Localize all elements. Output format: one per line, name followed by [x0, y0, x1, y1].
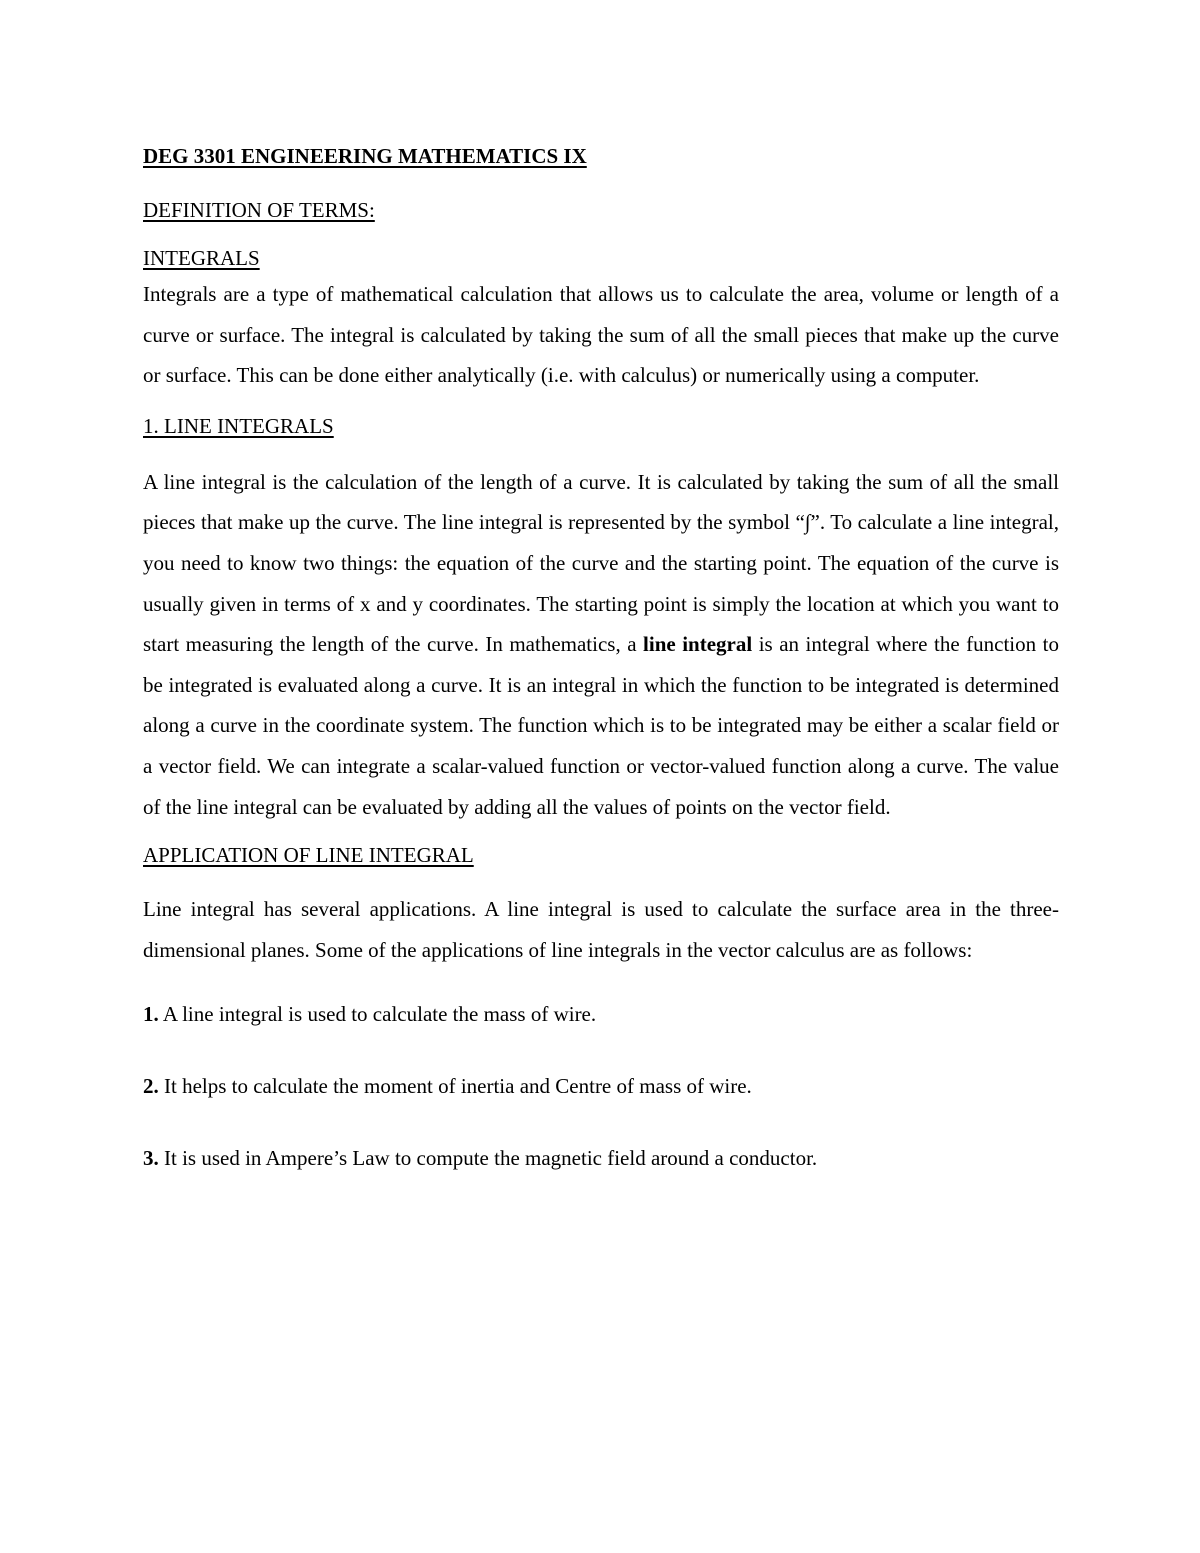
line-integrals-paragraph-part2: is an integral where the function to be integrated is evaluated along a curve. It is an integral in which the function to be integrated is determined along a curve in the coordinate system. The function which is to be integrated may be either a scalar field or a vector field. We can integrate a scalar-valued function or vector-valued function along a curve. The value of the line integral can be evaluated by adding all the values of points on the vector field.: [143, 632, 1059, 819]
application-item-number: 2.: [143, 1074, 159, 1099]
application-item-text: It helps to calculate the moment of inertia and Centre of mass of wire.: [158, 1074, 752, 1099]
application-paragraph: Line integral has several applications. A line integral is used to calculate the surface area in the three-dimensional planes. Some of the applications of line integrals in the vector calculus are as follows:: [143, 897, 1059, 962]
application-item-2: [143, 1070, 1059, 1102]
application-item-number: 1.: [143, 1002, 159, 1027]
document-page: [143, 140, 1059, 1174]
line-integral-bold-term: line integral: [643, 632, 753, 657]
line-integrals-heading: 1. LINE INTEGRALS: [143, 413, 334, 438]
definition-heading: DEFINITION OF TERMS:: [143, 198, 375, 222]
application-heading: APPLICATION OF LINE INTEGRAL: [143, 843, 474, 868]
document-title: DEG 3301 ENGINEERING MATHEMATICS IX: [143, 144, 587, 168]
application-item-3: [143, 1142, 1059, 1174]
application-item-text: A line integral is used to calculate the mass of wire.: [158, 1002, 597, 1027]
line-integrals-paragraph-part1: A line integral is the calculation of the length of a curve. It is calculated by taking the sum of all the small pieces that make up the curve. The line integral is represented by the symbol “∫”. To calculate a line integral, you need to know two things: the equation of the curve and the starting point. The equation of the curve is usually given in terms of x and y coordinates. The starting point is simply the location at which you want to start measuring the length of the curve. In mathematics, a: [143, 469, 1059, 657]
application-item-1: [143, 998, 1059, 1030]
application-item-number: 3.: [143, 1146, 159, 1171]
line-integrals-paragraph: [143, 462, 1059, 827]
integrals-paragraph: Integrals are a type of mathematical calculation that allows us to calculate the area, volume or length of a curve or surface. The integral is calculated by taking the sum of all the small pieces that make up the curve or surface. This can be done either analytically (i.e. with calculus) or numerically using a computer.: [143, 282, 1059, 388]
integrals-heading: INTEGRALS: [143, 246, 260, 270]
application-item-text: It is used in Ampere’s Law to compute the magnetic field around a conductor.: [158, 1146, 818, 1171]
